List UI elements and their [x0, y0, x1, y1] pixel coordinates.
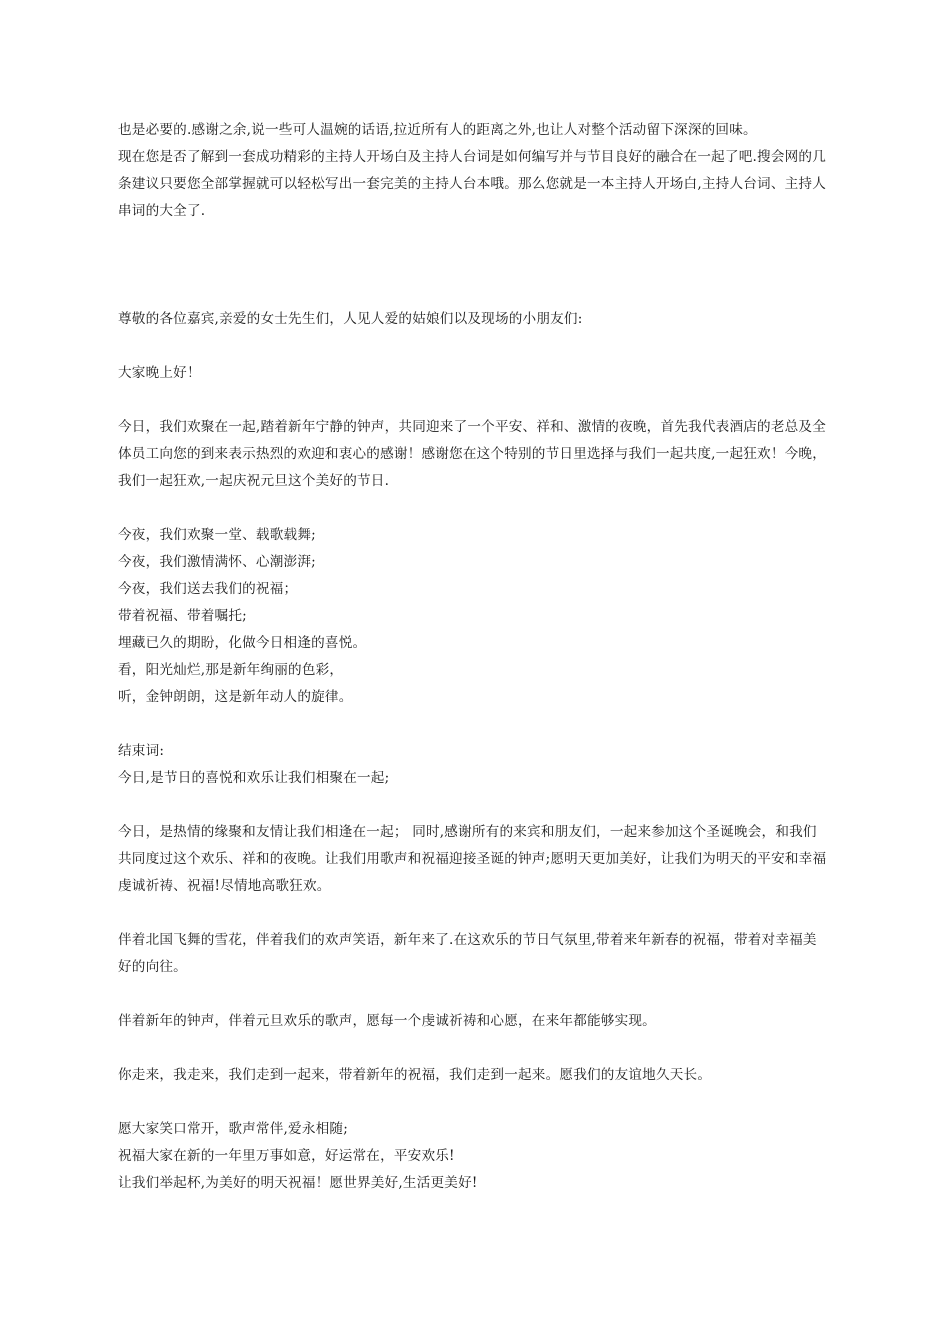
document-page: [118, 117, 830, 1197]
poem-line: 埋藏已久的期盼，化做今日相逢的喜悦。: [118, 635, 367, 651]
closing-paragraph-3: 伴着新年的钟声，伴着元旦欢乐的歌声，愿每一个虔诚祈祷和心愿，在来年都能够实现。: [118, 1013, 656, 1029]
greeting-hello: 大家晚上好！: [118, 365, 201, 381]
opening-section: [118, 414, 830, 495]
intro-section: [118, 117, 830, 225]
closing-paragraph-2: 伴着北国飞舞的雪花，伴着我们的欢声笑语，新年来了.在这欢乐的节日气氛里,带着来年新春的祝福，带着对幸福美好的向往。: [118, 932, 817, 975]
poem-line: 今夜，我们欢聚一堂、载歌载舞;: [118, 527, 316, 543]
intro-line-1: 也是必要的.感谢之余,说一些可人温婉的话语,拉近所有人的距离之外,也让人对整个活动留下深深的回味。: [118, 122, 757, 138]
closing-paragraph-1: 今日，是热情的缘聚和友情让我们相逢在一起； 同时,感谢所有的来宾和朋友们，一起来参加这个圣诞晚会，和我们共同度过这个欢乐、祥和的夜晚。让我们用歌声和祝福迎接圣诞的钟声;愿明天更加美好，让我们为明天的平安和幸福虔诚祈祷、祝福!尽情地高歌狂欢。: [118, 824, 827, 894]
closing-wish: 祝福大家在新的一年里万事如意，好运常在，平安欢乐!: [118, 1148, 455, 1164]
intro-line-2: 现在您是否了解到一套成功精彩的主持人开场白及主持人台词是如何编写并与节目良好的融合在一起了吧.搜会网的几条建议只要您全部掌握就可以轻松写出一套完美的主持人台本哦。那么您就是一本主持人开场白,主持人台词、主持人串词的大全了.: [118, 149, 826, 219]
greeting-address: 尊敬的各位嘉宾,亲爱的女士先生们，人见人爱的姑娘们以及现场的小朋友们:: [118, 311, 583, 327]
poem-line: 带着祝福、带着嘱托;: [118, 608, 247, 624]
poem-line: 听，金钟朗朗，这是新年动人的旋律。: [118, 689, 353, 705]
section-gap: [118, 225, 830, 306]
poem-section: [118, 522, 830, 711]
closing-paragraph-4: 你走来，我走来，我们走到一起来，带着新年的祝福，我们走到一起来。愿我们的友谊地久天长。: [118, 1067, 712, 1083]
closing-section: [118, 738, 830, 1197]
poem-line: 今夜，我们激情满怀、心潮澎湃;: [118, 554, 316, 570]
opening-paragraph: 今日，我们欢聚在一起,踏着新年宁静的钟声，共同迎来了一个平安、祥和、激情的夜晚，首先我代表酒店的老总及全体员工向您的到来表示热烈的欢迎和衷心的感谢！感谢您在这个特别的节日里选择与我们一起共度,一起狂欢！今晚，我们一起狂欢,一起庆祝元旦这个美好的节日.: [118, 419, 826, 489]
greeting-section: [118, 306, 830, 387]
poem-line: 今夜，我们送去我们的祝福；: [118, 581, 298, 597]
closing-line-1: 今日,是节日的喜悦和欢乐让我们相聚在一起;: [118, 770, 390, 786]
closing-wish: 让我们举起杯,为美好的明天祝福！愿世界美好,生活更美好!: [118, 1175, 478, 1191]
closing-heading: 结束词:: [118, 743, 165, 759]
closing-wish: 愿大家笑口常开，歌声常伴,爱永相随;: [118, 1121, 348, 1137]
poem-line: 看，阳光灿烂,那是新年绚丽的色彩，: [118, 662, 344, 678]
